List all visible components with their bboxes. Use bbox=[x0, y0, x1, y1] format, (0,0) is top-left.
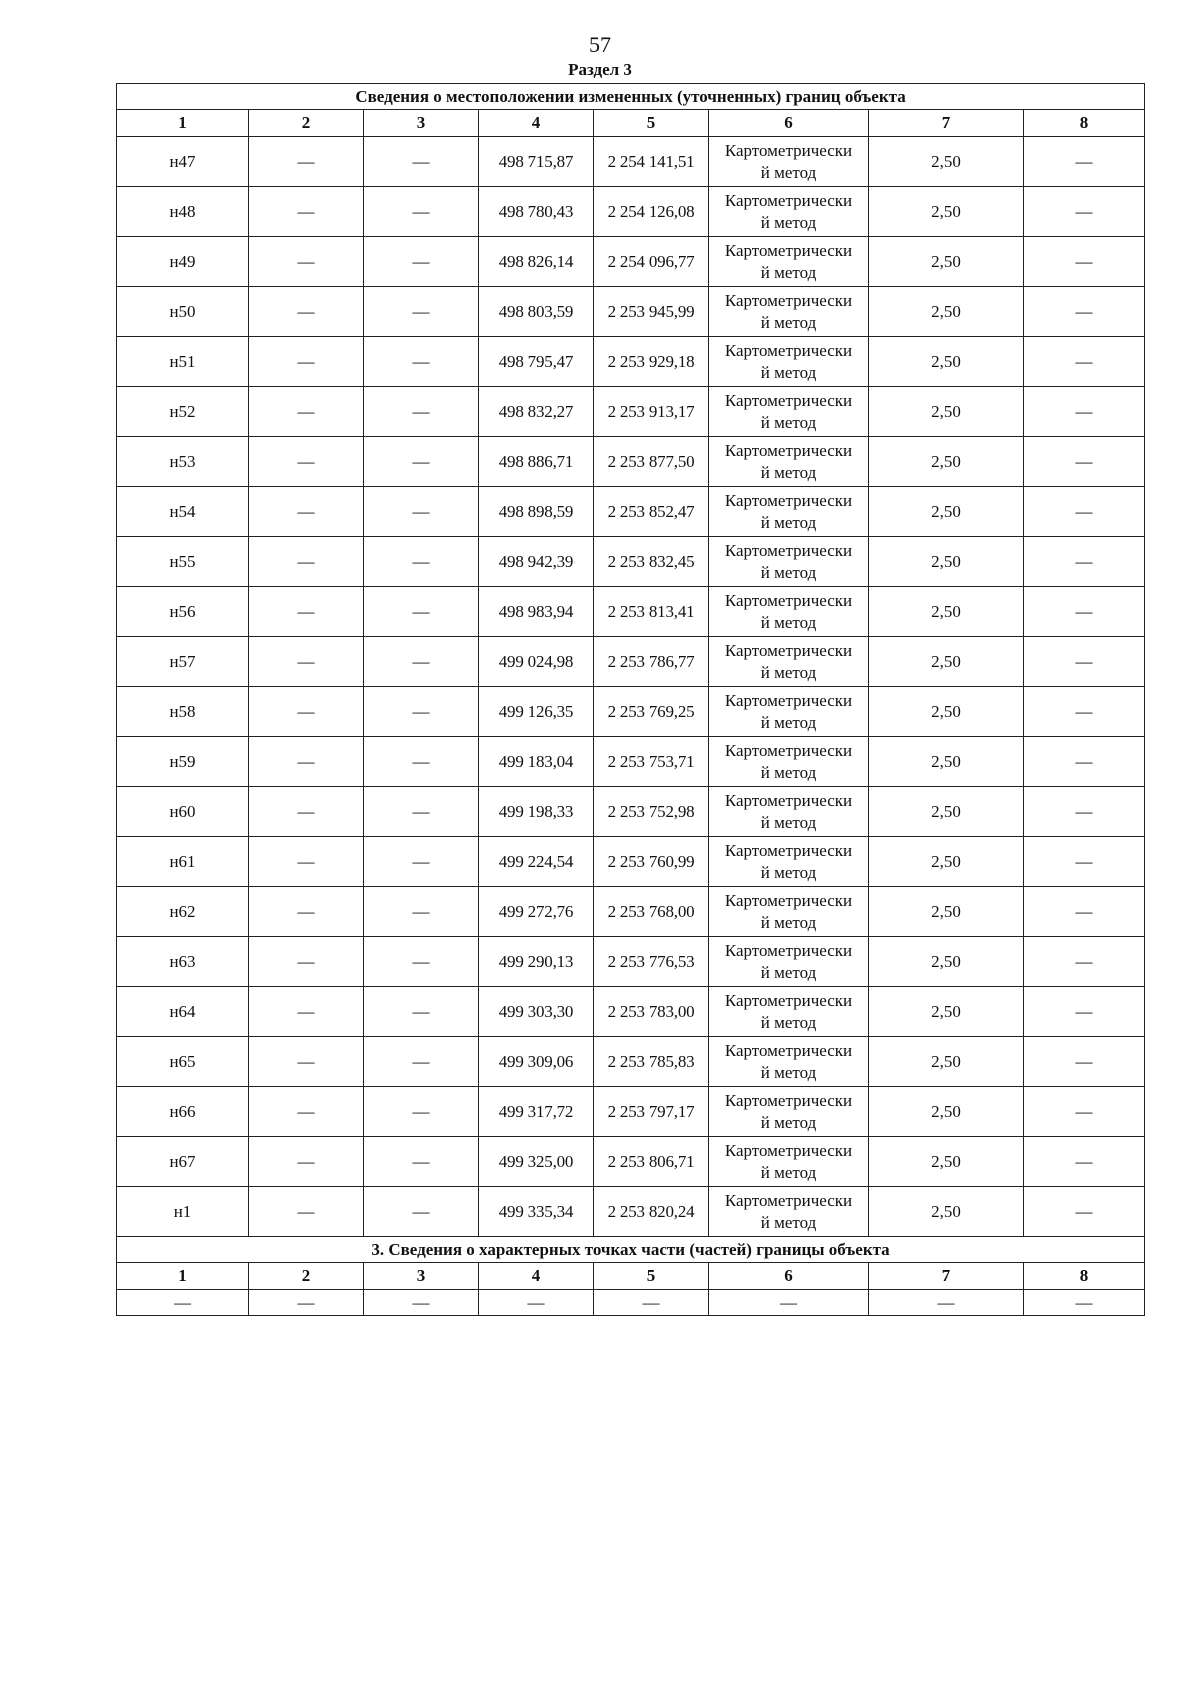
empty-cell: — bbox=[249, 1187, 364, 1237]
method-cell bbox=[709, 537, 869, 587]
table-row bbox=[117, 537, 1145, 587]
table-row bbox=[117, 1137, 1145, 1187]
empty-cell: — bbox=[869, 1290, 1024, 1316]
table-body bbox=[117, 84, 1145, 1316]
method-line: й метод bbox=[760, 1012, 817, 1032]
method-line: й метод bbox=[760, 762, 817, 782]
empty-cell: — bbox=[594, 1290, 709, 1316]
column-number: 8 bbox=[1024, 110, 1145, 137]
table-row bbox=[117, 237, 1145, 287]
method-line: Картометрически bbox=[724, 690, 853, 710]
point-name: н67 bbox=[117, 1137, 249, 1187]
empty-cell: — bbox=[249, 1137, 364, 1187]
column-number: 4 bbox=[479, 110, 594, 137]
method-line: й метод bbox=[760, 1162, 817, 1182]
method-line: й метод bbox=[760, 462, 817, 482]
accuracy-value: 2,50 bbox=[869, 1087, 1024, 1137]
column-number-row bbox=[117, 110, 1145, 137]
method-cell bbox=[709, 1187, 869, 1237]
method-line: Картометрически bbox=[724, 990, 853, 1010]
table-row bbox=[117, 187, 1145, 237]
empty-cell: — bbox=[249, 987, 364, 1037]
empty-cell: — bbox=[1024, 987, 1145, 1037]
empty-cell: — bbox=[249, 737, 364, 787]
empty-cell: — bbox=[249, 587, 364, 637]
empty-cell: — bbox=[364, 687, 479, 737]
point-name: н1 bbox=[117, 1187, 249, 1237]
coordinate-y: 2 253 820,24 bbox=[594, 1187, 709, 1237]
point-name: н54 bbox=[117, 487, 249, 537]
subsection-column-number-row bbox=[117, 1263, 1145, 1290]
accuracy-value: 2,50 bbox=[869, 637, 1024, 687]
point-name: н59 bbox=[117, 737, 249, 787]
table-row bbox=[117, 1037, 1145, 1087]
empty-cell: — bbox=[1024, 487, 1145, 537]
method-line: Картометрически bbox=[724, 540, 853, 560]
empty-cell: — bbox=[249, 887, 364, 937]
table-title: Сведения о местоположении измененных (уточненных) границ объекта bbox=[117, 84, 1145, 110]
point-name: н57 bbox=[117, 637, 249, 687]
method-line: й метод bbox=[760, 562, 817, 582]
coordinate-x: 498 715,87 bbox=[479, 137, 594, 187]
point-name: н66 bbox=[117, 1087, 249, 1137]
column-number: 1 bbox=[117, 1263, 249, 1290]
table-row bbox=[117, 937, 1145, 987]
empty-cell: — bbox=[1024, 337, 1145, 387]
accuracy-value: 2,50 bbox=[869, 1037, 1024, 1087]
empty-cell: — bbox=[364, 1290, 479, 1316]
method-cell bbox=[709, 337, 869, 387]
empty-cell: — bbox=[1024, 637, 1145, 687]
column-number: 2 bbox=[249, 1263, 364, 1290]
table-row bbox=[117, 137, 1145, 187]
empty-cell: — bbox=[1024, 587, 1145, 637]
empty-cell: — bbox=[364, 137, 479, 187]
method-line: Картометрически bbox=[724, 590, 853, 610]
coordinate-x: 499 126,35 bbox=[479, 687, 594, 737]
method-line: й метод bbox=[760, 1062, 817, 1082]
coordinate-x: 499 024,98 bbox=[479, 637, 594, 687]
accuracy-value: 2,50 bbox=[869, 837, 1024, 887]
method-cell bbox=[709, 787, 869, 837]
method-line: Картометрически bbox=[724, 1040, 853, 1060]
empty-cell: — bbox=[364, 737, 479, 787]
method-line: й метод bbox=[760, 912, 817, 932]
method-line: й метод bbox=[760, 1212, 817, 1232]
method-line: й метод bbox=[760, 712, 817, 732]
table-row bbox=[117, 487, 1145, 537]
coordinate-y: 2 253 768,00 bbox=[594, 887, 709, 937]
coordinate-y: 2 253 776,53 bbox=[594, 937, 709, 987]
empty-cell: — bbox=[1024, 737, 1145, 787]
accuracy-value: 2,50 bbox=[869, 1137, 1024, 1187]
empty-cell: — bbox=[1024, 387, 1145, 437]
coordinate-x: 499 183,04 bbox=[479, 737, 594, 787]
coordinate-y: 2 253 929,18 bbox=[594, 337, 709, 387]
method-cell bbox=[709, 1137, 869, 1187]
empty-cell: — bbox=[1024, 787, 1145, 837]
empty-cell: — bbox=[709, 1290, 869, 1316]
empty-cell: — bbox=[479, 1290, 594, 1316]
empty-cell: — bbox=[249, 287, 364, 337]
point-name: н62 bbox=[117, 887, 249, 937]
accuracy-value: 2,50 bbox=[869, 987, 1024, 1037]
empty-cell: — bbox=[364, 487, 479, 537]
coordinate-x: 499 303,30 bbox=[479, 987, 594, 1037]
accuracy-value: 2,50 bbox=[869, 337, 1024, 387]
point-name: н63 bbox=[117, 937, 249, 987]
empty-cell: — bbox=[364, 287, 479, 337]
column-number: 5 bbox=[594, 110, 709, 137]
method-cell bbox=[709, 237, 869, 287]
coordinate-y: 2 253 752,98 bbox=[594, 787, 709, 837]
coordinate-x: 498 886,71 bbox=[479, 437, 594, 487]
method-line: й метод bbox=[760, 1112, 817, 1132]
column-number: 6 bbox=[709, 110, 869, 137]
method-line: Картометрически bbox=[724, 790, 853, 810]
coordinate-y: 2 253 852,47 bbox=[594, 487, 709, 537]
table-row bbox=[117, 737, 1145, 787]
empty-cell: — bbox=[1024, 287, 1145, 337]
empty-cell: — bbox=[364, 1187, 479, 1237]
point-name: н47 bbox=[117, 137, 249, 187]
empty-cell: — bbox=[364, 437, 479, 487]
empty-cell: — bbox=[1024, 687, 1145, 737]
point-name: н52 bbox=[117, 387, 249, 437]
table-row bbox=[117, 1087, 1145, 1137]
empty-cell: — bbox=[249, 637, 364, 687]
coordinate-x: 499 290,13 bbox=[479, 937, 594, 987]
empty-cell: — bbox=[1024, 437, 1145, 487]
point-name: н61 bbox=[117, 837, 249, 887]
method-cell bbox=[709, 1087, 869, 1137]
table-row bbox=[117, 887, 1145, 937]
empty-cell: — bbox=[249, 1087, 364, 1137]
empty-cell: — bbox=[364, 987, 479, 1037]
empty-cell: — bbox=[364, 387, 479, 437]
empty-cell: — bbox=[364, 187, 479, 237]
coordinate-y: 2 253 832,45 bbox=[594, 537, 709, 587]
method-line: й метод bbox=[760, 362, 817, 382]
coordinate-y: 2 253 913,17 bbox=[594, 387, 709, 437]
point-name: н48 bbox=[117, 187, 249, 237]
table-row bbox=[117, 687, 1145, 737]
point-name: н50 bbox=[117, 287, 249, 337]
empty-cell: — bbox=[249, 487, 364, 537]
method-line: Картометрически bbox=[724, 140, 853, 160]
column-number: 3 bbox=[364, 1263, 479, 1290]
method-cell bbox=[709, 937, 869, 987]
coordinate-y: 2 253 945,99 bbox=[594, 287, 709, 337]
method-cell bbox=[709, 1037, 869, 1087]
coordinate-y: 2 253 753,71 bbox=[594, 737, 709, 787]
method-line: Картометрически bbox=[724, 1140, 853, 1160]
accuracy-value: 2,50 bbox=[869, 687, 1024, 737]
column-number: 4 bbox=[479, 1263, 594, 1290]
empty-cell: — bbox=[117, 1290, 249, 1316]
subsection-empty-row bbox=[117, 1290, 1145, 1316]
point-name: н49 bbox=[117, 237, 249, 287]
coordinate-y: 2 253 785,83 bbox=[594, 1037, 709, 1087]
method-cell bbox=[709, 187, 869, 237]
method-line: Картометрически bbox=[724, 390, 853, 410]
method-line: й метод bbox=[760, 262, 817, 282]
empty-cell: — bbox=[364, 787, 479, 837]
coordinate-x: 498 898,59 bbox=[479, 487, 594, 537]
method-line: Картометрически bbox=[724, 240, 853, 260]
accuracy-value: 2,50 bbox=[869, 887, 1024, 937]
coordinate-y: 2 253 783,00 bbox=[594, 987, 709, 1037]
coordinate-x: 499 309,06 bbox=[479, 1037, 594, 1087]
empty-cell: — bbox=[364, 937, 479, 987]
column-number: 1 bbox=[117, 110, 249, 137]
accuracy-value: 2,50 bbox=[869, 287, 1024, 337]
method-line: Картометрически bbox=[724, 490, 853, 510]
section-label: Раздел 3 bbox=[568, 60, 632, 79]
table-row bbox=[117, 837, 1145, 887]
method-line: й метод bbox=[760, 412, 817, 432]
method-cell bbox=[709, 987, 869, 1037]
method-cell bbox=[709, 137, 869, 187]
method-line: й метод bbox=[760, 612, 817, 632]
point-name: н60 bbox=[117, 787, 249, 837]
coordinate-x: 498 832,27 bbox=[479, 387, 594, 437]
coordinate-x: 499 325,00 bbox=[479, 1137, 594, 1187]
method-line: й метод bbox=[760, 662, 817, 682]
method-line: Картометрически bbox=[724, 890, 853, 910]
method-line: Картометрически bbox=[724, 640, 853, 660]
method-line: Картометрически bbox=[724, 940, 853, 960]
accuracy-value: 2,50 bbox=[869, 937, 1024, 987]
column-number: 5 bbox=[594, 1263, 709, 1290]
table-row bbox=[117, 337, 1145, 387]
accuracy-value: 2,50 bbox=[869, 737, 1024, 787]
table-row bbox=[117, 387, 1145, 437]
coordinate-x: 499 317,72 bbox=[479, 1087, 594, 1137]
accuracy-value: 2,50 bbox=[869, 537, 1024, 587]
accuracy-value: 2,50 bbox=[869, 387, 1024, 437]
coordinate-y: 2 253 806,71 bbox=[594, 1137, 709, 1187]
subsection-title: 3. Сведения о характерных точках части (частей) границы объекта bbox=[117, 1237, 1145, 1263]
empty-cell: — bbox=[364, 1087, 479, 1137]
method-line: й метод bbox=[760, 862, 817, 882]
method-line: Картометрически bbox=[724, 190, 853, 210]
empty-cell: — bbox=[1024, 1290, 1145, 1316]
empty-cell: — bbox=[364, 537, 479, 587]
empty-cell: — bbox=[364, 637, 479, 687]
table-row bbox=[117, 587, 1145, 637]
coordinate-x: 498 795,47 bbox=[479, 337, 594, 387]
empty-cell: — bbox=[249, 237, 364, 287]
empty-cell: — bbox=[364, 237, 479, 287]
coordinate-y: 2 253 786,77 bbox=[594, 637, 709, 687]
empty-cell: — bbox=[249, 1290, 364, 1316]
empty-cell: — bbox=[1024, 237, 1145, 287]
empty-cell: — bbox=[364, 837, 479, 887]
method-line: й метод bbox=[760, 962, 817, 982]
empty-cell: — bbox=[364, 337, 479, 387]
point-name: н58 bbox=[117, 687, 249, 737]
table-caption-row bbox=[117, 84, 1145, 110]
accuracy-value: 2,50 bbox=[869, 237, 1024, 287]
empty-cell: — bbox=[249, 937, 364, 987]
method-cell bbox=[709, 387, 869, 437]
column-number: 3 bbox=[364, 110, 479, 137]
coordinate-x: 498 826,14 bbox=[479, 237, 594, 287]
empty-cell: — bbox=[364, 587, 479, 637]
coordinate-y: 2 253 760,99 bbox=[594, 837, 709, 887]
method-cell bbox=[709, 687, 869, 737]
empty-cell: — bbox=[1024, 187, 1145, 237]
column-number: 7 bbox=[869, 1263, 1024, 1290]
column-number: 6 bbox=[709, 1263, 869, 1290]
empty-cell: — bbox=[249, 687, 364, 737]
empty-cell: — bbox=[1024, 837, 1145, 887]
column-number: 2 bbox=[249, 110, 364, 137]
method-line: й метод bbox=[760, 312, 817, 332]
page-number: 57 bbox=[589, 32, 611, 57]
accuracy-value: 2,50 bbox=[869, 137, 1024, 187]
method-line: Картометрически bbox=[724, 290, 853, 310]
method-line: й метод bbox=[760, 162, 817, 182]
method-line: Картометрически bbox=[724, 1190, 853, 1210]
empty-cell: — bbox=[1024, 1037, 1145, 1087]
accuracy-value: 2,50 bbox=[869, 787, 1024, 837]
method-cell bbox=[709, 437, 869, 487]
method-line: й метод bbox=[760, 212, 817, 232]
coordinate-x: 499 198,33 bbox=[479, 787, 594, 837]
point-name: н55 bbox=[117, 537, 249, 587]
point-name: н65 bbox=[117, 1037, 249, 1087]
subsection-caption-row bbox=[117, 1237, 1145, 1263]
empty-cell: — bbox=[249, 437, 364, 487]
empty-cell: — bbox=[249, 337, 364, 387]
table-row bbox=[117, 637, 1145, 687]
method-cell bbox=[709, 287, 869, 337]
coordinate-y: 2 253 813,41 bbox=[594, 587, 709, 637]
point-name: н56 bbox=[117, 587, 249, 637]
method-line: Картометрически bbox=[724, 340, 853, 360]
empty-cell: — bbox=[364, 1037, 479, 1087]
method-line: Картометрически bbox=[724, 440, 853, 460]
empty-cell: — bbox=[364, 1137, 479, 1187]
coordinate-x: 498 780,43 bbox=[479, 187, 594, 237]
method-line: й метод bbox=[760, 812, 817, 832]
boundary-table bbox=[116, 83, 1145, 1316]
empty-cell: — bbox=[1024, 1137, 1145, 1187]
method-line: Картометрически bbox=[724, 1090, 853, 1110]
empty-cell: — bbox=[249, 787, 364, 837]
empty-cell: — bbox=[249, 837, 364, 887]
method-line: й метод bbox=[760, 512, 817, 532]
table-row bbox=[117, 787, 1145, 837]
column-number: 8 bbox=[1024, 1263, 1145, 1290]
table-row bbox=[117, 1187, 1145, 1237]
coordinate-x: 499 224,54 bbox=[479, 837, 594, 887]
coordinate-x: 499 272,76 bbox=[479, 887, 594, 937]
method-cell bbox=[709, 887, 869, 937]
accuracy-value: 2,50 bbox=[869, 487, 1024, 537]
coordinate-y: 2 254 126,08 bbox=[594, 187, 709, 237]
method-cell bbox=[709, 837, 869, 887]
point-name: н51 bbox=[117, 337, 249, 387]
empty-cell: — bbox=[364, 887, 479, 937]
table-row bbox=[117, 987, 1145, 1037]
empty-cell: — bbox=[1024, 937, 1145, 987]
empty-cell: — bbox=[1024, 1187, 1145, 1237]
method-cell bbox=[709, 487, 869, 537]
empty-cell: — bbox=[1024, 887, 1145, 937]
coordinate-y: 2 253 769,25 bbox=[594, 687, 709, 737]
empty-cell: — bbox=[249, 1037, 364, 1087]
empty-cell: — bbox=[1024, 537, 1145, 587]
empty-cell: — bbox=[249, 537, 364, 587]
accuracy-value: 2,50 bbox=[869, 437, 1024, 487]
empty-cell: — bbox=[249, 137, 364, 187]
empty-cell: — bbox=[1024, 137, 1145, 187]
table-row bbox=[117, 287, 1145, 337]
method-line: Картометрически bbox=[724, 740, 853, 760]
coordinate-y: 2 253 877,50 bbox=[594, 437, 709, 487]
method-cell bbox=[709, 587, 869, 637]
coordinate-y: 2 254 096,77 bbox=[594, 237, 709, 287]
coordinate-x: 498 983,94 bbox=[479, 587, 594, 637]
method-line: Картометрически bbox=[724, 840, 853, 860]
accuracy-value: 2,50 bbox=[869, 187, 1024, 237]
point-name: н64 bbox=[117, 987, 249, 1037]
accuracy-value: 2,50 bbox=[869, 587, 1024, 637]
coordinate-y: 2 254 141,51 bbox=[594, 137, 709, 187]
empty-cell: — bbox=[249, 387, 364, 437]
empty-cell: — bbox=[249, 187, 364, 237]
coordinate-y: 2 253 797,17 bbox=[594, 1087, 709, 1137]
empty-cell: — bbox=[1024, 1087, 1145, 1137]
column-number: 7 bbox=[869, 110, 1024, 137]
coordinate-x: 499 335,34 bbox=[479, 1187, 594, 1237]
method-cell bbox=[709, 737, 869, 787]
coordinate-x: 498 942,39 bbox=[479, 537, 594, 587]
table-row bbox=[117, 437, 1145, 487]
method-cell bbox=[709, 637, 869, 687]
point-name: н53 bbox=[117, 437, 249, 487]
accuracy-value: 2,50 bbox=[869, 1187, 1024, 1237]
coordinate-x: 498 803,59 bbox=[479, 287, 594, 337]
